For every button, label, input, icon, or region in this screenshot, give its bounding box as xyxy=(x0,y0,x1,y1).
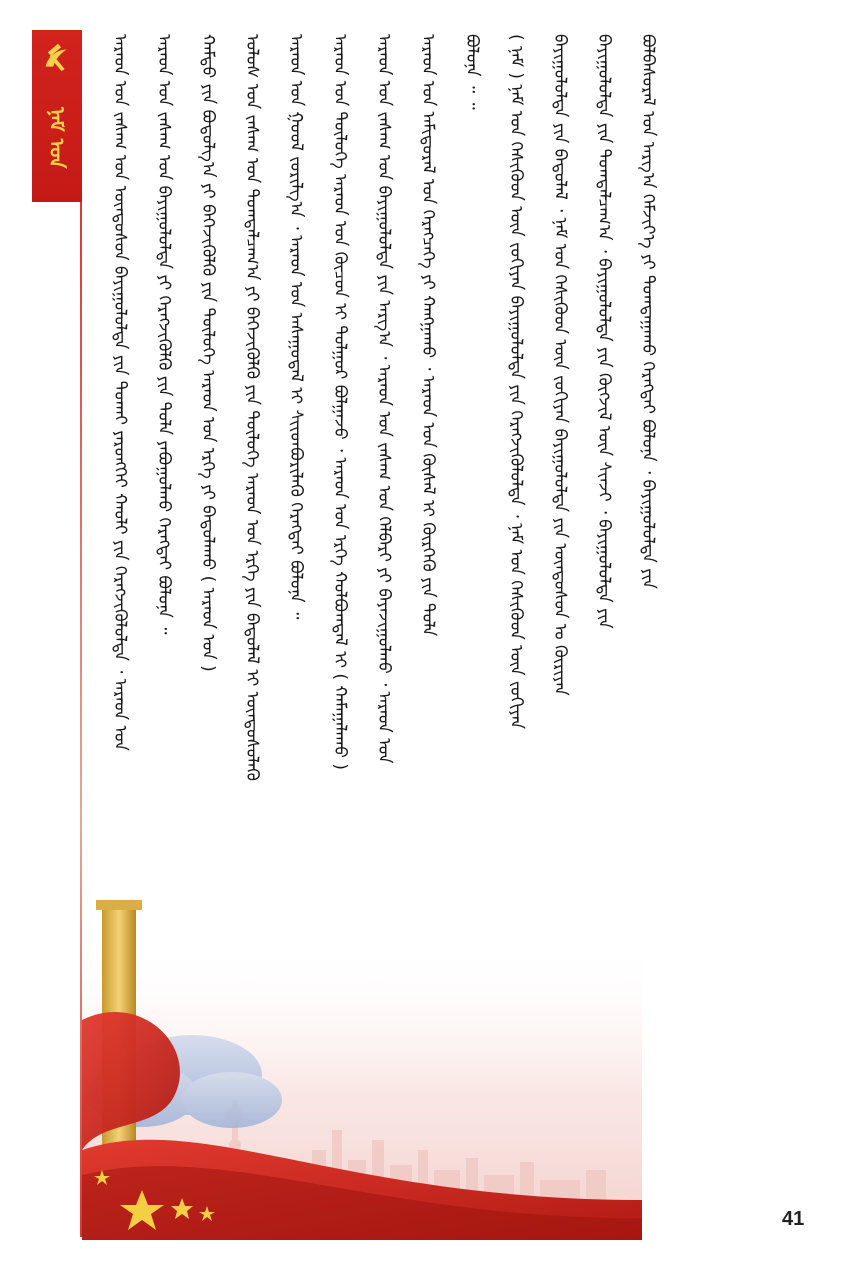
left-divider xyxy=(80,202,82,1237)
text-column: ᠠᠷᠠᠳ ᠤᠨ ᠵᠠᠰᠠᠭ ᠤᠨ ᠪᠠᠶᠢᠭᠤᠯᠤᠯᠲᠠ ᠶᠢᠨ ᠠᠷᠭ᠎ᠠ ᠂ ᠠᠷᠠᠳ ᠤᠨ ᠵᠠᠰᠠᠭ ᠤᠨ ᠬᠡᠯᠪᠡᠷᠢ ᠶᠢ ᠪᠠᠶᠠᠵᠢᠭᠤᠯᠬᠤ ᠂ ᠠᠷᠠᠳ ᠤᠨ xyxy=(374,34,394,764)
text-column: ᠤᠯᠤᠰ ᠤᠨ ᠵᠠᠰᠠᠭ ᠤᠨ ᠲᠣᠭᠲᠠᠯᠴᠠᠭ᠎ᠠ ᠶᠢ ᠪᠡᠬᠡᠵᠢᠭᠦᠯᠬᠦ ᠶᠢᠨ ᠲᠥᠯᠦᠭᠡ ᠠᠷᠠᠳ ᠤᠨ ᠡᠷᠬᠡ ᠶᠢᠨ ᠪᠠᠲᠤᠯᠠᠯ ᠢ ᠦᠨᠳᠦᠰᠦᠯᠡᠬᠦ xyxy=(242,34,262,781)
text-column: ᠪᠠᠶᠢᠭᠤᠯᠤᠯᠲᠠ ᠶᠢᠨ ᠲᠣᠭᠲᠠᠯᠴᠠᠭ᠎ᠠ ᠂ ᠪᠠᠶᠢᠭᠤᠯᠤᠯᠲᠠ ᠶᠢᠨ ᠬᠥᠭᠵᠢᠯ ᠦᠨ ᠰᠢᠨᠵᠢ ᠂ ᠪᠠᠶᠢᠭᠤᠯᠤᠯᠲᠠ ᠶᠢᠨ xyxy=(594,34,614,629)
text-column: ᠬᠠᠮᠲᠤ ᠶᠢᠨ ᠪᠣᠳᠤᠯᠭ᠎ᠠ ᠶᠢ ᠪᠡᠬᠡᠵᠢᠭᠦᠯᠬᠦ ᠶᠢᠨ ᠲᠥᠯᠦᠭᠡ ᠠᠷᠠᠳ ᠤᠨ ᠡᠷᠬᠡ ᠶᠢ ᠪᠠᠲᠤᠯᠠᠬᠤ ( ᠠᠷᠠᠳ ᠤᠨ ) xyxy=(198,34,218,672)
section-title: ᠨᠠᠮ ᠤᠨ xyxy=(45,107,69,169)
text-column: ᠠᠷᠠᠳ ᠤᠨ ᠲᠥᠯᠦᠭᠡ ᠠᠷᠠᠳ ᠤᠨ ᠬᠦᠴᠦᠨ ᠢ ᠲᠤᠯᠭᠤᠷ ᠪᠣᠯᠭᠠᠵᠤ ᠂ ᠠᠷᠠᠳ ᠤᠨ ᠡᠷᠬᠡ ᠬᠣᠯᠪᠣᠭᠳᠠᠯ ᠢ ( ᠬᠠᠮᠠᠭᠠᠯᠠᠬᠤ ) xyxy=(330,34,350,770)
text-column: ᠪᠠᠶᠢᠭᠤᠯᠤᠯᠲᠠ ᠶᠢᠨ ᠪᠠᠲᠤᠯᠠᠯ ᠂ ᠨᠠᠮ ᠤᠨ ᠭᠡᠰᠢᠭᠦᠳ ᠦᠨ ᠵᠣᠬᠢᠶᠠᠨ ᠪᠠᠶᠢᠭᠤᠯᠤᠯᠲᠠ ᠶᠢᠨ ᠦᠨᠳᠦᠰᠦᠨ ᠤ ᠬᠦᠷᠢᠶᠡᠨ xyxy=(550,34,570,696)
hammer-sickle-icon xyxy=(38,40,76,78)
page-number: 41 xyxy=(782,1208,805,1230)
text-column: ᠪᠣᠯᠤᠨᠠ ᠃ ᠃ xyxy=(462,34,482,110)
text-column: ᠠᠷᠠᠳ ᠤᠨ ᠠᠮᠢᠳᠤᠷᠠᠯ ᠤᠨ ᠬᠡᠷᠡᠭᠴᠡᠭᠡ ᠶᠢ ᠬᠠᠩᠭᠠᠬᠤ ᠂ ᠠᠷᠠᠳ ᠤᠨ ᠬᠦᠰᠡᠯ ᠢ ᠬᠦᠷᠭᠡᠬᠦ ᠶᠢᠨ ᠲᠤᠯᠠ xyxy=(418,34,438,637)
text-column: ᠪᠣᠯᠪᠠᠰᠤᠷᠠᠯ ᠤᠨ ᠠᠷᠭ᠎ᠠ ᠬᠡᠮᠵᠢᠶ᠎ᠡ ᠶᠢ ᠲᠣᠭᠲᠠᠭᠠᠬᠤ ᠬᠡᠷᠡᠭᠲᠡᠢ ᠪᠣᠯᠤᠨᠠ ᠂ ᠪᠠᠶᠢᠭᠤᠯᠤᠯᠲᠠ ᠶᠢᠨ xyxy=(638,34,658,589)
body-text xyxy=(98,34,822,1176)
text-column: ᠠᠷᠠᠳ ᠤᠨ ᠵᠠᠰᠠᠭ ᠤᠨ ᠪᠠᠶᠢᠭᠤᠯᠤᠯᠲᠠ ᠶᠢ ᠬᠡᠷᠡᠭᠵᠢᠭᠦᠯᠬᠦ ᠶᠢᠨ ᠲᠤᠯᠠ ᠶᠠᠪᠤᠭᠤᠯᠬᠤ ᠬᠡᠷᠡᠭᠲᠡᠢ ᠪᠣᠯᠤᠨᠠ ᠃ xyxy=(154,34,174,635)
text-column: ( ᠨᠠᠮ ) ᠨᠠᠮ ᠤᠨ ᠭᠡᠰᠢᠭᠦᠳ ᠦᠨ ᠵᠣᠬᠢᠶᠠᠨ ᠪᠠᠶᠢᠭᠤᠯᠤᠯᠲᠠ ᠶᠢᠨ ᠬᠡᠷᠡᠭᠵᠢᠭᠦᠯᠦᠯᠲᠡ ᠂ ᠨᠠᠮ ᠤᠨ ᠭᠡᠰᠢᠭᠦᠳ ᠦᠨ ᠵᠣᠬᠢᠶᠠᠨ xyxy=(506,34,526,729)
text-column: ᠠᠷᠠᠳ ᠤᠨ ᠵᠠᠰᠠᠭ ᠤᠨ ᠦᠨᠳᠦᠰᠦᠨ ᠪᠠᠶᠢᠭᠤᠯᠤᠯᠲᠠ ᠶᠢᠨ ᠲᠤᠬᠠᠢ ᠶᠡᠷᠦᠩᠬᠡᠢ ᠬᠠᠤᠯᠢ ᠶᠢᠨ ᠬᠡᠷᠡᠭᠵᠢᠭᠦᠯᠦᠯᠲᠡ ᠂ ᠠᠷᠠᠳ ᠤᠨ xyxy=(110,34,130,751)
text-column: ᠠᠷᠠᠳ ᠤᠨ ᠭᠣᠣᠯ ᠵᠣᠷᠢᠯᠭ᠎ᠠ ᠂ ᠠᠷᠠᠳ ᠤᠨ ᠠᠰᠠᠭᠤᠳᠠᠯ ᠢ ᠰᠢᠢᠳᠪᠦᠷᠢᠯᠡᠬᠦ ᠬᠡᠷᠡᠭᠲᠡᠢ ᠪᠣᠯᠤᠨᠠ ᠃ xyxy=(286,34,306,620)
